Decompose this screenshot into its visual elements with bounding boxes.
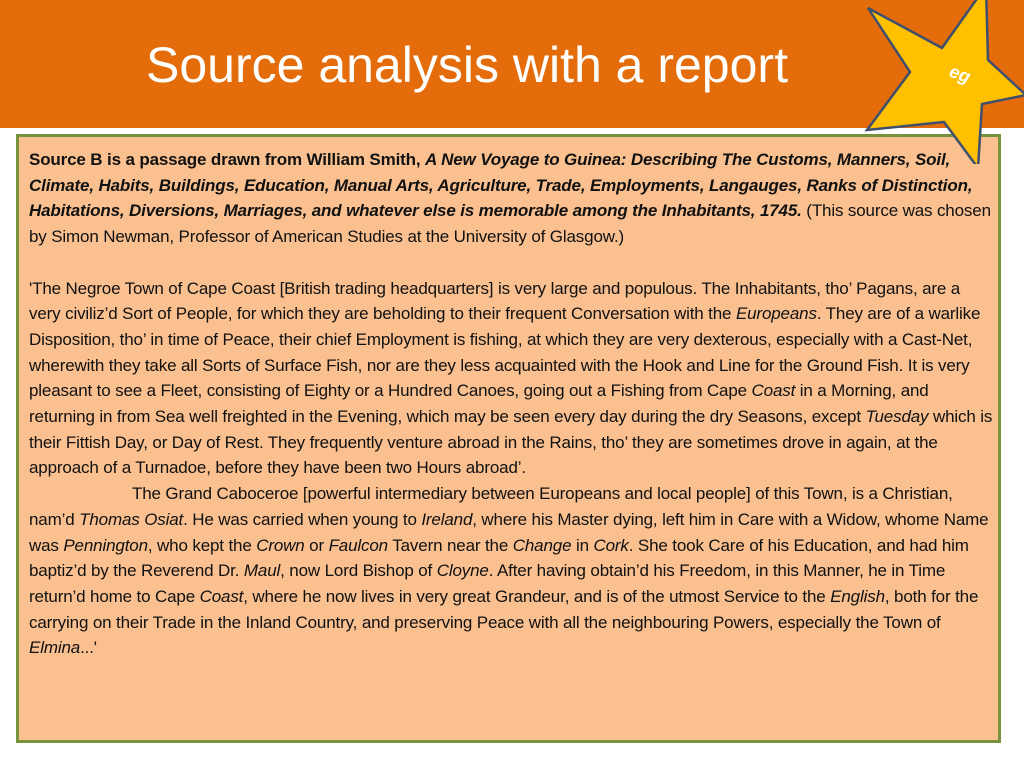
passage-text: or	[304, 535, 329, 555]
source-note: (This source was chosen by Simon Newman, Professor of American Studies at the University of Glasgow.)	[29, 201, 991, 247]
passage-italic: Crown	[256, 535, 305, 555]
passage-italic: Cork	[593, 535, 629, 555]
passage-text: 'The Negroe Town of Cape Coast [British trading headquarters] is very large and populous. The Inhabitants, tho’ Pagans, are a very civiliz’d Sort of People, for which they are beholding to their frequent Conversation with the	[29, 278, 961, 324]
passage-italic: Europeans	[735, 304, 817, 324]
source-content	[29, 147, 994, 661]
passage-text: , who kept the	[147, 535, 257, 555]
passage-italic: Thomas Osiat	[79, 509, 184, 529]
passage-text: which is their Fittish Day, or Day of Rest. They frequently venture abroad in the Rains, tho’ they are sometimes drove in again, at the approach of a Turnadoe, before they have been two Hours abroad’.	[29, 407, 993, 478]
passage-text: The Grand Caboceroe [powerful intermediary between Europeans and local people] of this Town, is a Christian, nam’d	[29, 484, 953, 529]
star-icon	[860, 0, 1024, 164]
passage-text: in	[571, 535, 594, 555]
passage-text: ...'	[80, 638, 97, 658]
passage-italic: Maul	[243, 561, 281, 581]
passage-text: , now Lord Bishop of	[280, 561, 437, 581]
slide-title: Source analysis with a report	[146, 37, 788, 93]
passage-italic: Change	[512, 535, 572, 555]
intro-lead: Source B is a passage drawn from William Smith,	[29, 150, 426, 169]
passage-italic: English	[830, 586, 885, 606]
passage-text: . She took Care of his Education, and had him baptiz’d by the Reverend Dr.	[29, 535, 969, 581]
passage-text: , both for the carrying on their Trade in the Inland Country, and preserving Peace with all the neighbouring Powers, especially the Town of	[29, 586, 979, 632]
passage-text: . After having obtain’d his Freedom, in this Manner, he in Time return’d home to Cape	[29, 561, 946, 606]
passage-text: . They are of a warlike Disposition, tho’ in time of Peace, their chief Employment is fishing, at which they are very dexterous, especially with a Cast-Net, wherewith they take all Sorts of Surface Fish, nor are they less acquainted with the Hook and Line for the Ground Fish. It is very pleasant to see a Fleet, consisting of Eighty or a Hundred Canoes, going out a Fishing from Cape	[29, 304, 981, 401]
source-intro	[29, 147, 994, 250]
passage-italic: Pennington	[63, 535, 148, 555]
passage-italic: Elmina	[29, 638, 81, 658]
passage-paragraph-2	[29, 481, 994, 661]
source-text-box	[16, 134, 1001, 743]
eg-badge: eg	[946, 61, 974, 87]
passage-text: in a Morning, and returning in from Sea well freighted in the Evening, which may be seen every day during the dry Seasons, except	[29, 381, 929, 427]
book-title: A New Voyage to Guinea: Describing The Customs, Manners, Soil, Climate, Habits, Buildings, Education, Manual Arts, Agriculture, Trade, Employments, Langauges, Ranks of Distinction, Habitations, Diversions, Marriages, and whatever else is memorable among the Inhabitants, 1745.	[29, 150, 973, 221]
passage-italic: Faulcon	[328, 535, 388, 555]
passage-italic: Ireland	[421, 509, 473, 529]
passage-italic: Cloyne	[436, 561, 489, 581]
passage-text: . He was carried when young to	[183, 509, 422, 529]
passage-text: , where he now lives in very great Grandeur, and is of the utmost Service to the	[243, 586, 831, 606]
passage-italic: Coast	[751, 381, 796, 401]
passage-text: , where his Master dying, left him in Care with a Widow, whome Name was	[29, 509, 989, 555]
passage-italic: Tuesday	[865, 407, 929, 427]
passage-italic: Coast	[199, 586, 244, 606]
passage-paragraph-1	[29, 276, 994, 482]
passage-text: Tavern near the	[388, 535, 513, 555]
